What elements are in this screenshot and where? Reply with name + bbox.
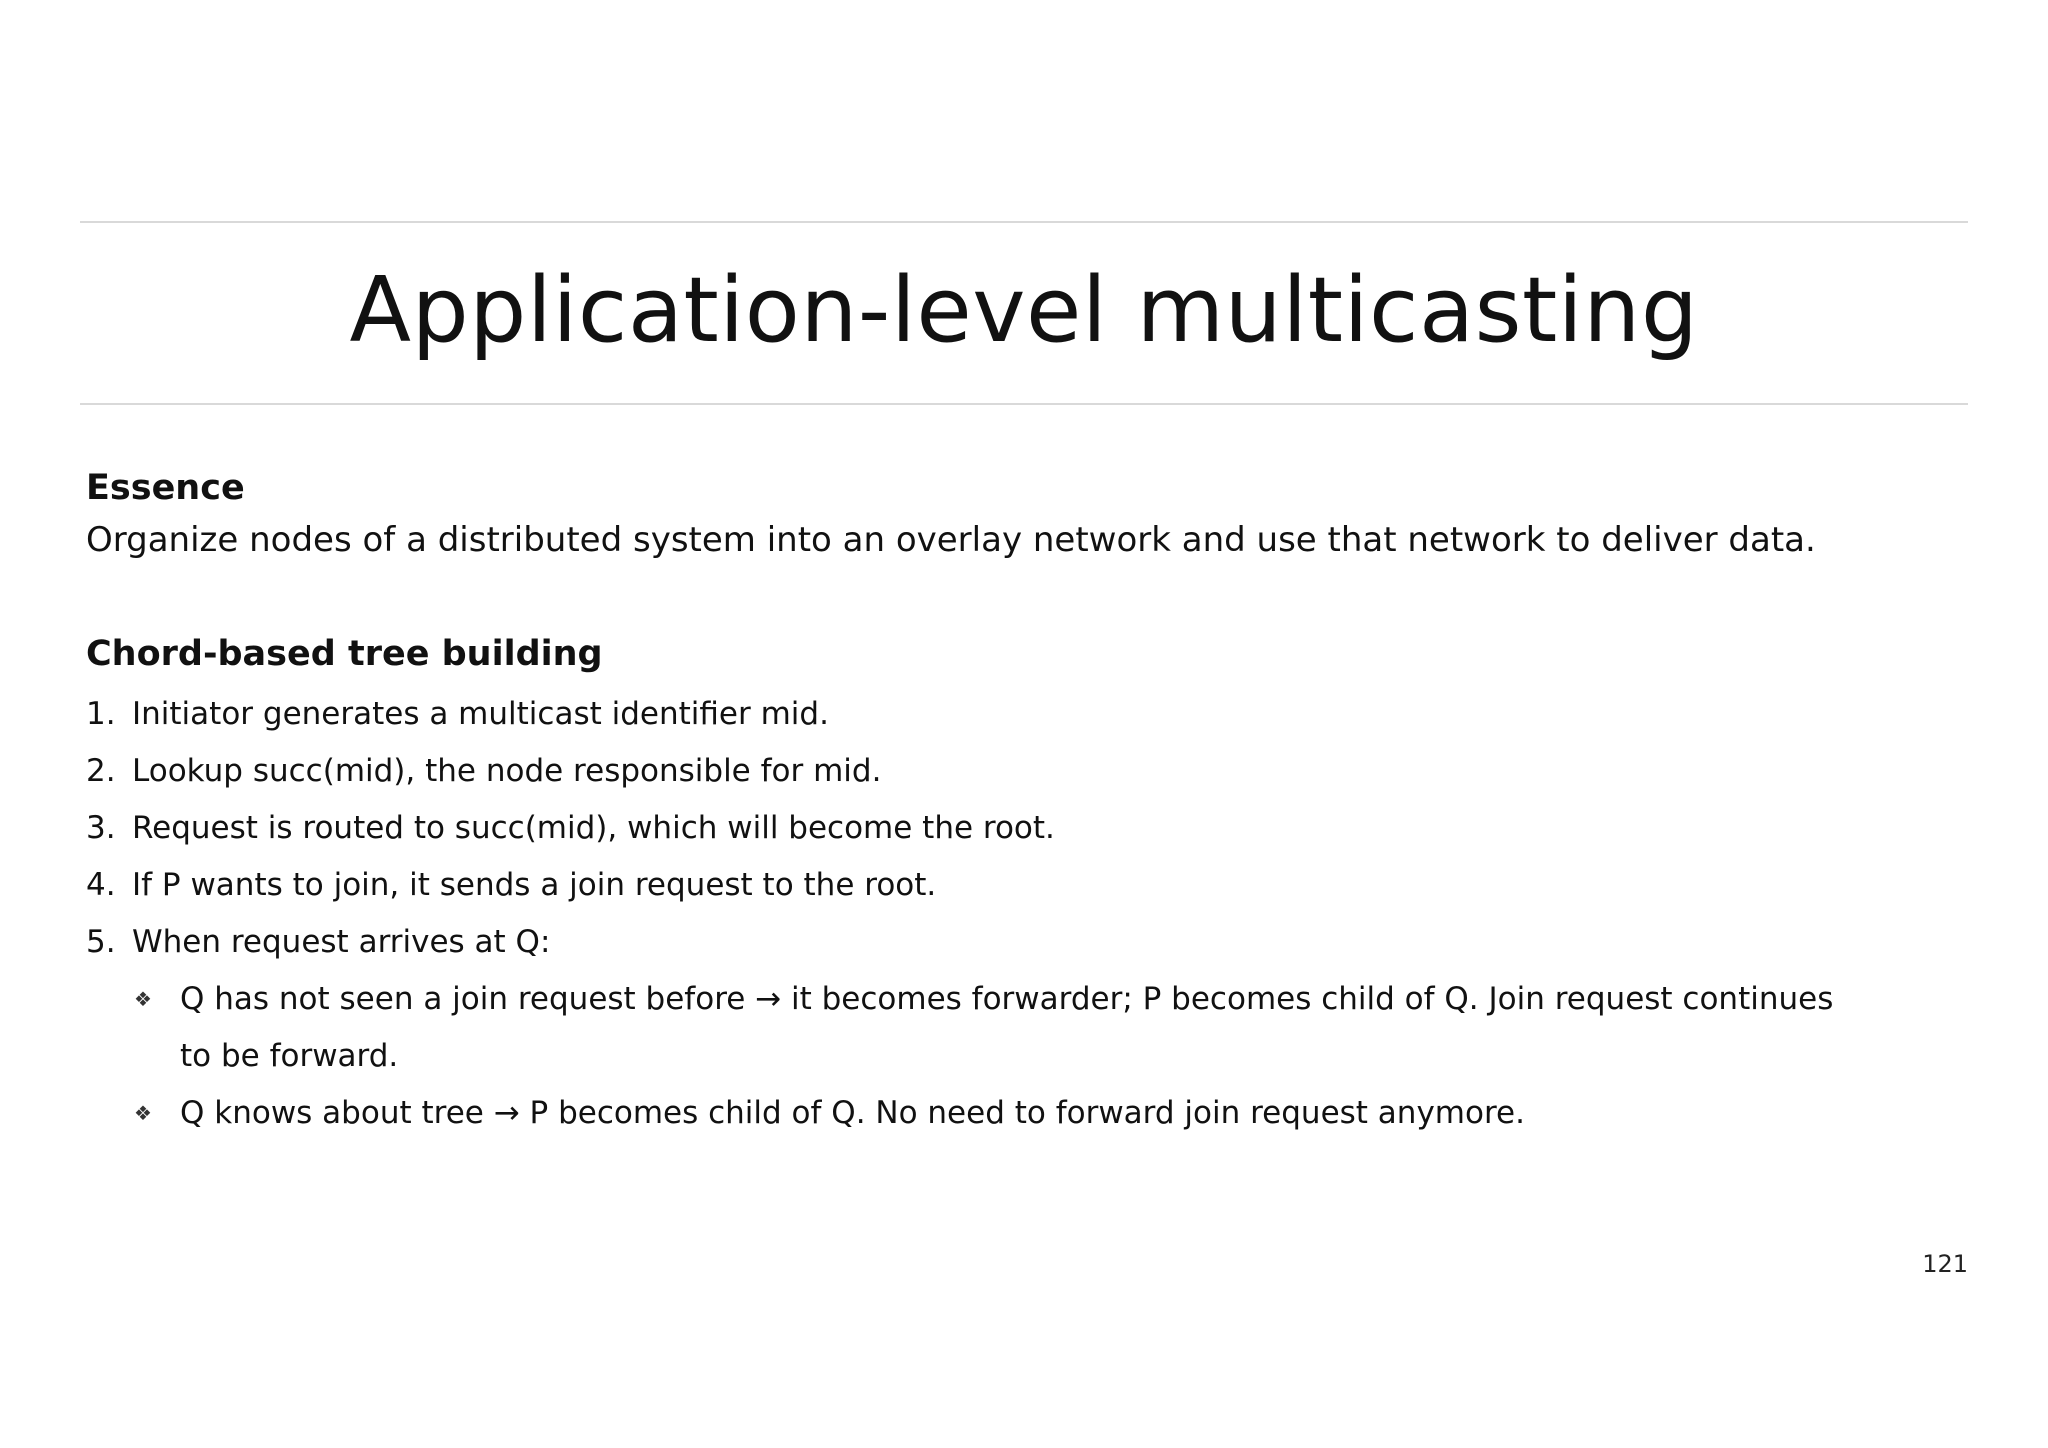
title-top-rule <box>80 221 1968 223</box>
step-number: 4. <box>86 867 116 903</box>
chord-steps-list <box>86 686 1966 971</box>
step-text: Lookup succ(mid), the node responsible for mid. <box>132 753 882 789</box>
essence-text: Organize nodes of a distributed system into an overlay network and use that network to deliver data. <box>86 520 1816 560</box>
slide-title: Application-level multicasting <box>349 258 1699 363</box>
list-item <box>86 686 1966 743</box>
list-item <box>86 914 1966 971</box>
title-bottom-rule <box>80 403 1968 405</box>
step-text: Request is routed to succ(mid), which will become the root. <box>132 810 1055 846</box>
sub-item-text: Q knows about tree → P becomes child of Q. No need to forward join request anymore. <box>180 1095 1525 1131</box>
step-text: When request arrives at Q: <box>132 924 551 960</box>
step-number: 2. <box>86 753 116 789</box>
diamond-bullet-icon: ❖ <box>134 987 152 1011</box>
slide-body <box>86 462 1966 1142</box>
chord-heading: Chord-based tree building <box>86 634 603 674</box>
step-number: 1. <box>86 696 116 732</box>
list-item <box>134 1085 1840 1142</box>
step-number: 5. <box>86 924 116 960</box>
list-item <box>86 800 1966 857</box>
sub-item-text: Q has not seen a join request before → it becomes forwarder; P becomes child of Q. Join request continues to be forward. <box>180 981 1834 1074</box>
step-text: Initiator generates a multicast identifier mid. <box>132 696 829 732</box>
list-item <box>86 743 1966 800</box>
step-number: 3. <box>86 810 116 846</box>
list-item <box>86 857 1966 914</box>
join-cases-list <box>86 971 1966 1142</box>
list-item <box>134 971 1840 1085</box>
essence-heading: Essence <box>86 468 245 508</box>
diamond-bullet-icon: ❖ <box>134 1101 152 1125</box>
section-spacer <box>86 566 1966 628</box>
step-text: If P wants to join, it sends a join request to the root. <box>132 867 937 903</box>
page-number: 121 <box>1922 1250 1968 1278</box>
